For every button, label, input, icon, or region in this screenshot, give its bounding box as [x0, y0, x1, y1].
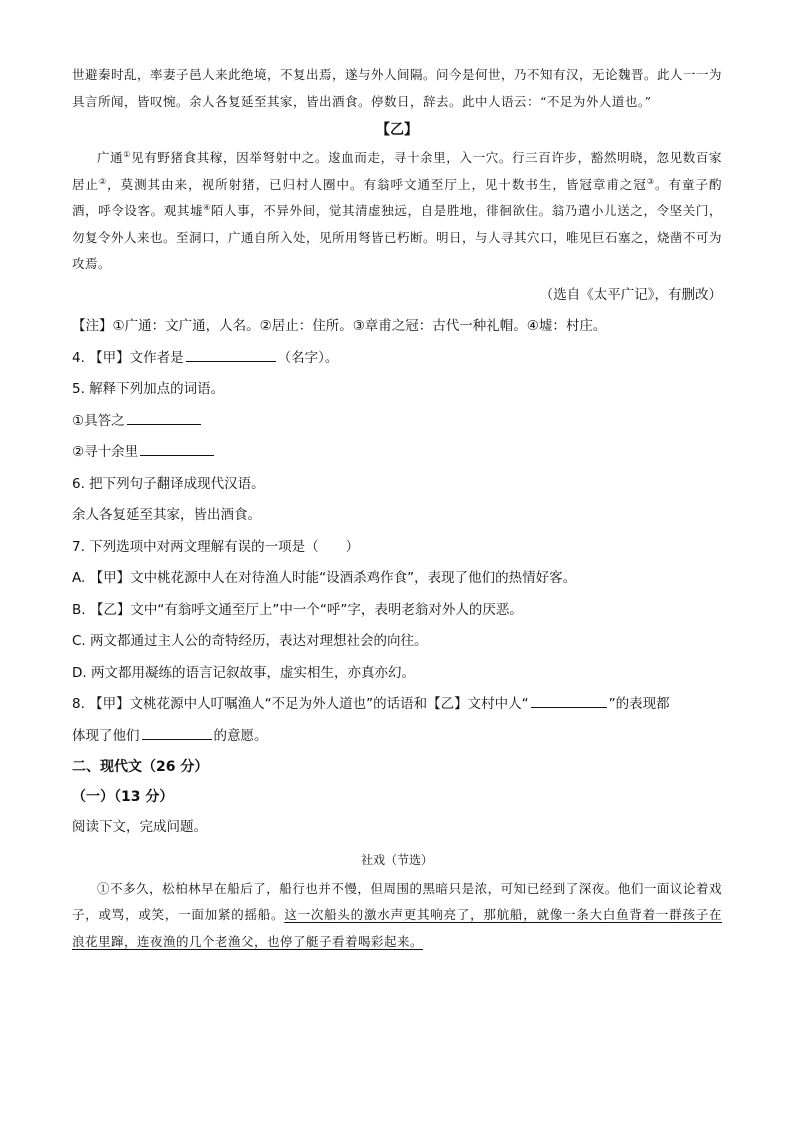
reading-instruction: 阅读下文，完成问题。	[72, 819, 207, 835]
question-6-stem: 6. 把下列句子翻译成现代汉语。	[72, 475, 265, 492]
yi-text-2: 见有野猪食其稼，因举弩射中之。逡血而走，寻十余里，入一穴。行三百许步，豁然明晓，忽见数百家居止	[72, 150, 722, 192]
question-5a	[72, 406, 722, 438]
question-8-text-4: 的意愿。	[213, 727, 268, 744]
question-7-stem: 7. 下列选项中对两文理解有误的一项是（ ）	[72, 538, 360, 555]
subsection-heading: （一）（13 分）	[72, 789, 174, 805]
question-4-stem: 4. 【甲】文作者是	[72, 349, 184, 366]
question-5-stem: 5. 解释下列加点的词语。	[72, 381, 225, 397]
option-d[interactable]: D. 两文都用凝练的语言记叙故事，虚实相生，亦真亦幻。	[72, 664, 415, 681]
passage-plain-text: ①不多久，松柏林早在船后了，船行也并不慢，但周围的黑暗只是浓，可知已经到了深夜。他们一面议论着戏子，或骂，或笑，一面加紧的摇船。	[72, 880, 722, 922]
question-8-line-2	[72, 721, 722, 753]
source-citation: （选自《太平广记》，有删改）	[539, 286, 722, 303]
question-4-suffix: （名字）。	[277, 349, 339, 366]
passage-underlined-text: 这一次船头的激水声更其响亮了，那航船，就像一条大白鱼背着一群孩子在浪花里蹿，连夜渔的几个老渔父，也停了艇子看着喝彩起来。	[72, 907, 722, 949]
answer-blank-q4[interactable]	[186, 346, 276, 362]
exam-page	[72, 62, 722, 955]
passage-paragraph-1	[72, 876, 722, 956]
footnote-marker-1: ①	[123, 149, 132, 159]
answer-blank-q5b[interactable]	[140, 440, 214, 456]
footnote-marker-4: ④	[203, 202, 211, 212]
annotation-note: 【注】①广通：文广通，人名。②居止：住所。③章甫之冠：古代一种礼帽。④墟：村庄。	[72, 318, 607, 334]
answer-blank-q5a[interactable]	[127, 409, 201, 425]
answer-blank-q8a[interactable]	[531, 692, 607, 708]
option-c[interactable]: C. 两文都通过主人公的奇特经历，表达对理想社会的向往。	[72, 633, 428, 649]
option-a[interactable]: A. 【甲】文中桃花源中人在对待渔人时能“设酒杀鸡作食”，表现了他们的热情好客。	[72, 570, 577, 586]
question-6-sentence: 余人各复延至其家，皆出酒食。	[72, 507, 261, 523]
footnote-marker-3: ③	[646, 176, 656, 186]
question-5b-label: ②寻十余里	[72, 444, 139, 460]
question-8-text-2: ”的表现都	[608, 696, 670, 712]
yi-text-5: 陌人事，不异外间，觉其清虚独远，自是胜地，徘徊欲住。翁乃遣小儿送之，令坚关门，勿复令外人来也。至洞口，广通自所入处，见所用弩皆已朽断。明日，与人寻其穴口，唯见巨石塞之，烧凿不可为攻焉。	[72, 203, 723, 271]
option-b[interactable]: B. 【乙】文中“有翁呼文通至厅上”中一个“呼”字，表明老翁对外人的厌恶。	[72, 601, 523, 618]
passage-title: 社戏（节选）	[360, 852, 433, 867]
question-8-text-3: 体现了他们	[72, 727, 140, 744]
question-5b	[72, 437, 722, 469]
yi-text-1: 广通	[97, 150, 124, 165]
yi-text-4: 。有童子酌酒，呼令设客。观其墟	[72, 176, 722, 218]
answer-blank-q8b[interactable]	[142, 724, 212, 740]
question-5a-label: ①具答之	[72, 412, 125, 429]
footnote-marker-2: ②	[98, 176, 108, 186]
question-4	[72, 343, 722, 375]
section-heading-modern-text: 二、现代文（26 分）	[72, 759, 209, 775]
yi-passage	[72, 145, 722, 278]
question-8-text-1: 8. 【甲】文桃花源中人叮嘱渔人“不足为外人道也”的话语和【乙】文村中人“	[72, 696, 529, 712]
yi-text-3: ，莫测其由来，视所射猪，已归村人圈中。有翁呼文通至厅上，见十数书生，皆冠章甫之冠	[107, 176, 647, 192]
question-8-line-1	[72, 689, 722, 721]
jia-passage-continuation: 世避秦时乱，率妻子邑人来此绝境，不复出焉，遂与外人间隔。问今是何世，乃不知有汉，无论魏晋。此人一一为具言所闻，皆叹惋。余人各复延至其家，皆出酒食。停数日，辞去。此中人语云：“不足为外人道也。”	[72, 67, 723, 109]
yi-heading: 【乙】	[376, 122, 418, 138]
